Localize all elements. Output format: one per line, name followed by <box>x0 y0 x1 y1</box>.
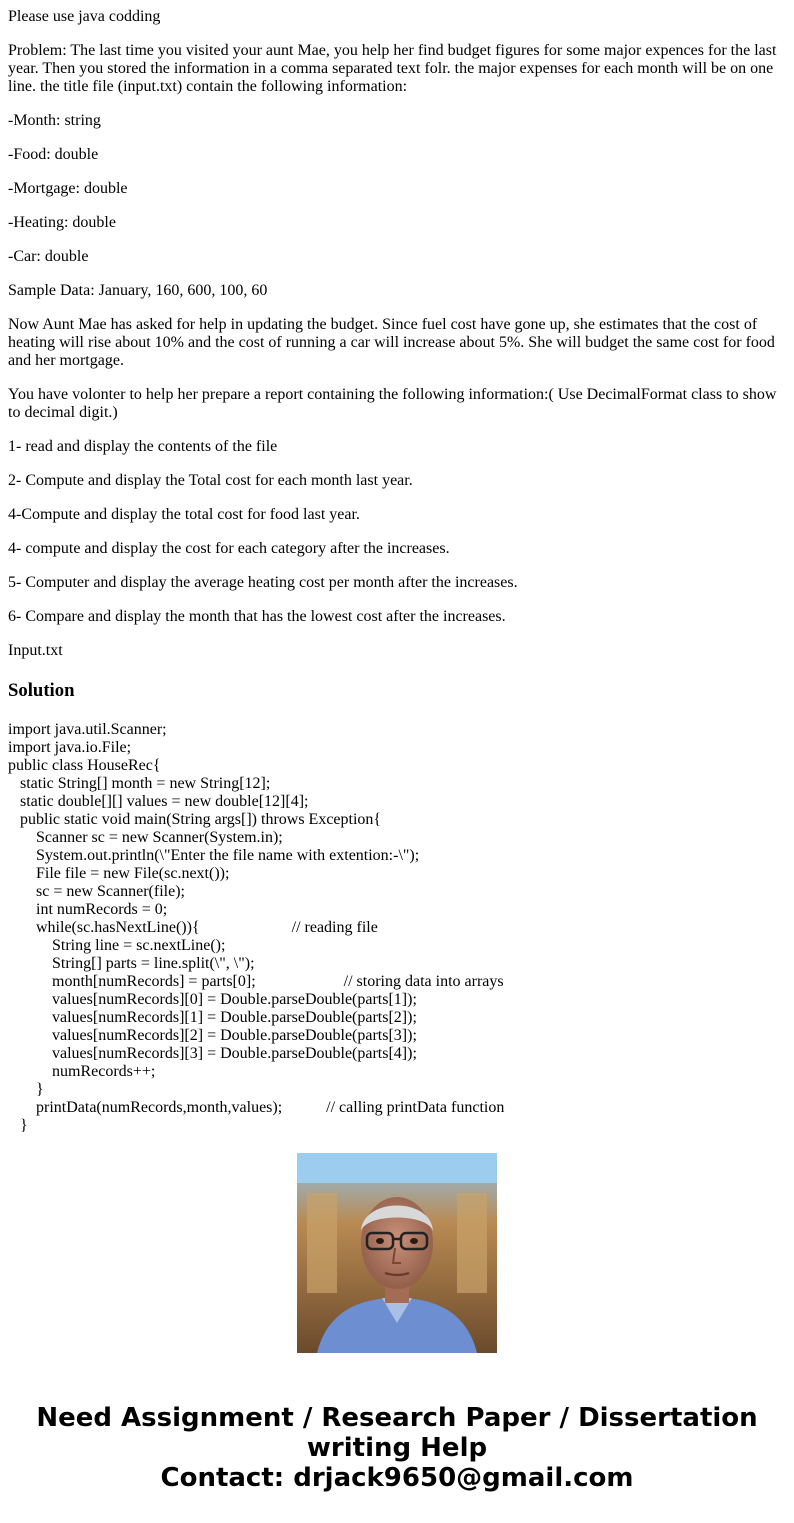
code-line: public class HouseRec{ <box>8 757 161 774</box>
code-line: public static void main(String args[]) throws Exception{ <box>8 811 382 828</box>
code-line: sc = new Scanner(file); <box>8 883 185 900</box>
code-line: values[numRecords][3] = Double.parseDouble(parts[4]); <box>8 1045 417 1062</box>
code-line: numRecords++; <box>8 1063 156 1080</box>
banner-line: Need Assignment / Research Paper / Dissertation <box>36 1403 758 1433</box>
field-month: -Month: string <box>8 112 101 129</box>
task-item: 4-Compute and display the total cost for food last year. <box>8 506 360 523</box>
solution-heading: Solution <box>8 680 75 701</box>
solution-code <box>8 721 786 1134</box>
code-line: String[] parts = line.split(\", \"); <box>8 955 255 972</box>
input-file-label: Input.txt <box>8 642 63 659</box>
code-line: values[numRecords][1] = Double.parseDouble(parts[2]); <box>8 1009 417 1026</box>
problem-statement: Problem: The last time you visited your aunt Mae, you help her find budget figures for some major expences for the last year. Then you stored the information in a comma separated text folr. the major expenses for each month will be on one line. the title file (input.txt) contain the following information: <box>8 42 777 95</box>
code-line: printData(numRecords,month,values); // calling printData function <box>8 1099 505 1116</box>
code-line: import java.io.File; <box>8 739 132 756</box>
sample-data: Sample Data: January, 160, 600, 100, 60 <box>8 282 268 299</box>
code-line: System.out.println(\"Enter the file name with extention:-\"); <box>8 847 420 864</box>
intro-text: Please use java codding <box>8 8 161 25</box>
task-item: 2- Compute and display the Total cost for each month last year. <box>8 472 413 489</box>
code-line: static String[] month = new String[12]; <box>8 775 271 792</box>
code-line: month[numRecords] = parts[0]; // storing data into arrays <box>8 973 504 990</box>
task-item: 1- read and display the contents of the file <box>8 438 278 455</box>
code-line: static double[][] values = new double[12][4]; <box>8 793 309 810</box>
avatar <box>297 1153 497 1353</box>
field-heating: -Heating: double <box>8 214 116 231</box>
code-line: File file = new File(sc.next()); <box>8 865 230 882</box>
banner-contact: Contact: drjack9650@gmail.com <box>160 1463 634 1493</box>
task-item: 6- Compare and display the month that has the lowest cost after the increases. <box>8 608 506 625</box>
code-line: String line = sc.nextLine(); <box>8 937 226 954</box>
code-line: while(sc.hasNextLine()){ // reading file <box>8 919 378 936</box>
code-line: } <box>8 1081 44 1098</box>
avatar-portrait <box>297 1153 497 1353</box>
volunteer-paragraph: You have volonter to help her prepare a report containing the following information:( Use DecimalFormat class to show to decimal digit.) <box>8 386 777 421</box>
field-car: -Car: double <box>8 248 89 265</box>
code-line: import java.util.Scanner; <box>8 721 167 738</box>
question-content <box>8 0 786 1134</box>
banner-line: writing Help <box>306 1433 488 1463</box>
code-line: int numRecords = 0; <box>8 901 168 918</box>
code-line: values[numRecords][2] = Double.parseDouble(parts[3]); <box>8 1027 417 1044</box>
field-food: -Food: double <box>8 146 99 163</box>
task-item: 4- compute and display the cost for each category after the increases. <box>8 540 450 557</box>
code-line: values[numRecords][0] = Double.parseDouble(parts[1]); <box>8 991 417 1008</box>
code-line: } <box>8 1117 28 1134</box>
help-banner <box>0 1403 794 1493</box>
update-paragraph: Now Aunt Mae has asked for help in updating the budget. Since fuel cost have gone up, she estimates that the cost of heating will rise about 10% and the cost of running a car will increase about 5%. She will budget the same cost for food and her mortgage. <box>8 316 775 369</box>
code-line: Scanner sc = new Scanner(System.in); <box>8 829 283 846</box>
task-item: 5- Computer and display the average heating cost per month after the increases. <box>8 574 518 591</box>
field-mortgage: -Mortgage: double <box>8 180 128 197</box>
